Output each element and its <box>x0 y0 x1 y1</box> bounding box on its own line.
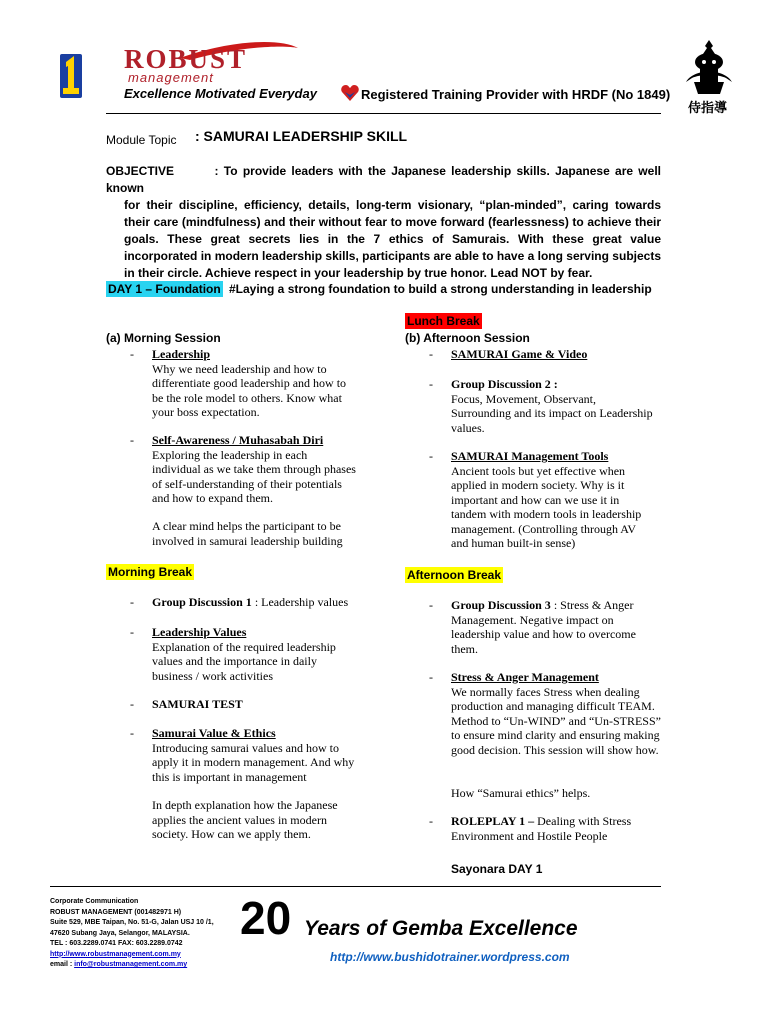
item-title: SAMURAI Game & Video <box>451 347 588 361</box>
corp-phone: TEL : 603.2289.0741 FAX: 603.2289.0742 <box>50 940 183 947</box>
list-item-note: A clear mind helps the participant to be involved in samurai leadership building <box>152 519 343 548</box>
blog-url-link[interactable]: http://www.bushidotrainer.wordpress.com <box>330 950 570 964</box>
item-title: ROLEPLAY 1 – <box>451 814 535 828</box>
corp-website-link[interactable]: http://www.robustmanagement.com.my <box>50 950 181 958</box>
item-title: Leadership Values <box>152 625 247 639</box>
item-title: Group Discussion 1 <box>152 595 252 609</box>
corp-address-2: 47620 Subang Jaya, Selangor, MALAYSIA. <box>50 929 190 937</box>
tagline: Excellence Motivated Everyday <box>124 86 317 101</box>
hrdf-heart-icon <box>340 84 360 102</box>
module-topic-label: Module Topic <box>106 133 177 147</box>
brand-name: ROBUST <box>124 44 248 74</box>
corporate-contact <box>50 897 250 971</box>
item-text: Why we need leadership and how to differentiate good leadership and how to be the role model to others. Know what your boss expectation. <box>152 361 347 419</box>
corp-address-1: Suite 529, MBE Taipan, No. 51-G, Jalan USJ 10 /1, <box>50 919 214 926</box>
afternoon-session-heading: (b) Afternoon Session <box>405 331 530 345</box>
brand-subname: management <box>128 70 214 85</box>
item-text: Introducing samurai values and how to apply it in modern management. And why this is important in management <box>152 740 355 784</box>
objective-first-line: : To provide leaders with the Japanese leadership skills. Japanese are well known <box>106 164 661 195</box>
item-title: Leadership <box>152 347 211 361</box>
item-title: Self-Awareness / Muhasabah Diri <box>152 433 324 447</box>
item-title: Stress & Anger Management <box>451 670 599 684</box>
day1-label: DAY 1 – Foundation <box>108 282 221 296</box>
item-text: We normally faces Stress when dealing production and managing difficult TEAM. Method to “Un-WIND” and “Un-STRESS” to ensure mind clarity and ensuring making good decision. This session will show how. <box>451 684 661 757</box>
corp-email-label: email : <box>50 961 75 968</box>
item-text: : Stress & Anger Management. Negative impact on leadership value and how to overcome them. <box>451 598 636 656</box>
module-topic-value: : SAMURAI LEADERSHIP SKILL <box>195 128 408 144</box>
objective-body: for their discipline, efficiency, details, long-term visionary, “plan-minded”, caring towards their care (mindfulness) and their without fear to move forward (fearlessness) to achieve their goals. These great secrets lies in the 7 ethics of Samurais. With these great value incorporated in modern leadership skills, participants are able to have a long serving subjects in their circle. Achieve respect in your leadership by true honor. Lead NOT by fear. <box>124 198 661 280</box>
objective-paragraph <box>106 163 661 282</box>
closing-text: Sayonara DAY 1 <box>451 862 543 876</box>
item-title: SAMURAI TEST <box>152 697 243 711</box>
header-divider <box>106 113 661 114</box>
corp-title: Corporate Communication <box>50 898 139 905</box>
item-text: Dealing with Stress Environment and Hostile People <box>451 814 632 843</box>
one-logo-icon <box>58 52 84 100</box>
objective-label: OBJECTIVE <box>106 164 175 178</box>
list-item-note: How “Samurai ethics” helps. <box>451 786 591 800</box>
item-title: SAMURAI Management Tools <box>451 449 609 463</box>
afternoon-break-label: Afternoon Break <box>407 568 502 582</box>
anniversary-text: Years of Gemba Excellence <box>304 917 578 940</box>
item-title: Group Discussion 2 : <box>451 377 558 391</box>
item-title: Samurai Value & Ethics <box>152 726 276 740</box>
item-text: Focus, Movement, Observant, Surrounding and its impact on Leadership values. <box>451 391 653 435</box>
samurai-helmet-icon <box>682 38 736 98</box>
list-item-note: In depth explanation how the Japanese applies the ancient values in modern society. How can we apply them. <box>152 798 338 841</box>
morning-session-heading: (a) Morning Session <box>106 331 221 345</box>
item-text: Exploring the leadership in each individual as we take them through phases of self-understanding of their potentials and how to expand them. <box>152 447 356 505</box>
footer-divider <box>50 886 661 887</box>
hrdf-registration: Registered Training Provider with HRDF (No 1849) <box>361 87 671 102</box>
lunch-break-label: Lunch Break <box>407 314 480 328</box>
day1-subtitle: #Laying a strong foundation to build a strong understanding in leadership <box>229 282 652 296</box>
samurai-kanji: 侍指導 <box>688 101 728 116</box>
item-text: : Leadership values <box>251 595 349 609</box>
item-text: Ancient tools but yet effective when applied in modern society. Why is it important and how can we use it in tandem with modern tools in leadership management. (Controlling through AV and human built-in sense) <box>451 463 642 550</box>
item-text: Explanation of the required leadership values and the importance in daily business / work activities <box>152 639 336 683</box>
anniversary-number: 20 <box>240 892 292 944</box>
morning-break-label: Morning Break <box>108 565 193 579</box>
item-title: Group Discussion 3 <box>451 598 551 612</box>
corp-name: ROBUST MANAGEMENT (001482971 H) <box>50 908 182 916</box>
corp-email-link[interactable]: info@robustmanagement.com.my <box>74 961 188 968</box>
